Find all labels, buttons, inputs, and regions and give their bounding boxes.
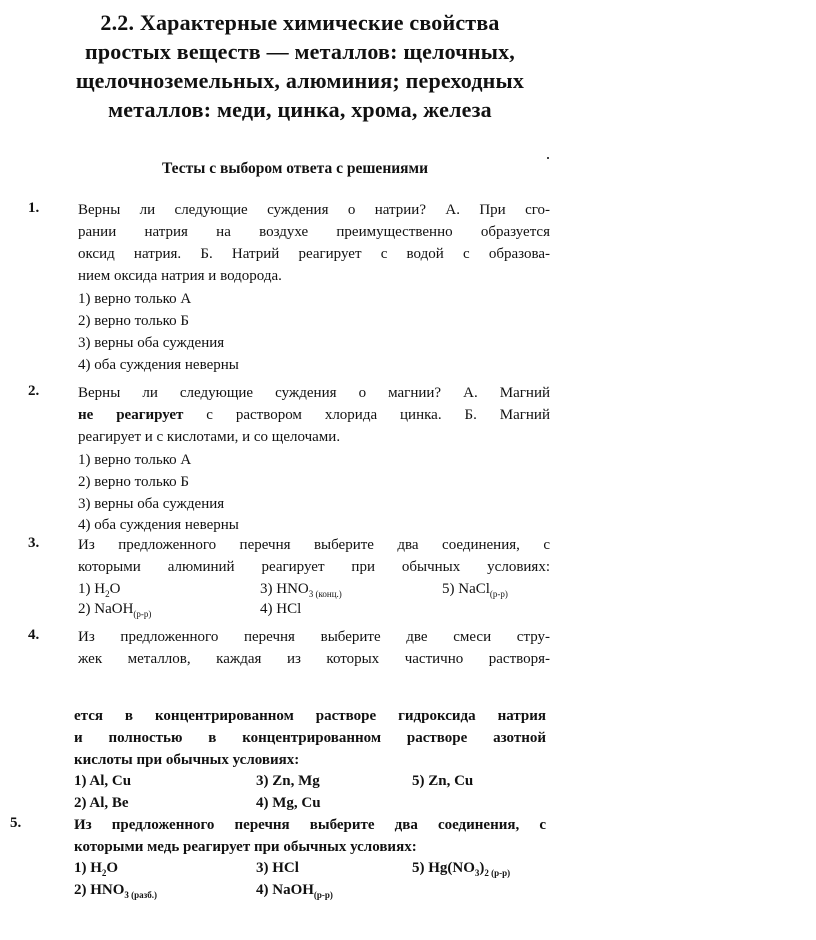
formula-subscript: 2 (101, 868, 107, 878)
answer-option-4: 4) оба суждения неверны (78, 517, 239, 533)
question-text (74, 814, 546, 858)
formula-subscript: 2 (105, 589, 110, 599)
question-number: 3. (28, 535, 40, 551)
question-line: Из предложенного перечня выберите два соединения, с (74, 817, 546, 833)
answer-option-3: 3) верны оба суждения (78, 496, 225, 512)
title-line-2: простых веществ — металлов: щелочных, (85, 39, 515, 64)
question-number: 2. (28, 383, 40, 399)
question-line: и полностью в концентрированном растворе азотной (74, 730, 546, 746)
question-number: 4. (28, 627, 40, 643)
formula-subscript: (р-р) (489, 589, 508, 599)
formula-text: 2) NaOH (78, 601, 134, 617)
question-line: которыми медь реагирует при обычных условиях: (74, 839, 417, 855)
question-line: оксид натрия. Б. Натрий реагирует с водой с образова- (78, 246, 550, 262)
formula-subscript: 3 (474, 868, 480, 878)
formula-subscript: (р-р) (313, 890, 333, 900)
answer-option-5 (412, 857, 510, 884)
formula-text: 4) NaOH (256, 882, 314, 898)
answer-option-2: 2) Al, Be (74, 795, 129, 811)
question-text (78, 534, 550, 578)
section-subtitle: Тесты с выбором ответа с решениями (161, 160, 429, 177)
answer-option-1: 1) верно только А (78, 291, 192, 307)
question-line: Верны ли следующие суждения о натрии? А. При сго- (78, 202, 550, 218)
answer-option-4: 4) оба суждения неверны (78, 357, 239, 373)
formula-text: ) (479, 860, 485, 876)
question-number: 1. (28, 200, 40, 216)
formula-text: 3) HNO (260, 581, 309, 597)
question-number: 5. (10, 815, 22, 831)
question-text (78, 626, 550, 670)
formula-text: 5) NaCl (442, 581, 490, 597)
formula-subscript: 3 (разб.) (124, 890, 158, 900)
answer-option-4: 4) Mg, Cu (256, 795, 321, 811)
question-line: Из предложенного перечня выберите две смеси стру- (78, 629, 550, 645)
formula-text: O (106, 860, 119, 876)
answer-option-3: 3) Zn, Mg (256, 773, 320, 789)
answer-option-3: 3) верны оба суждения (78, 335, 225, 351)
formula-text: O (109, 581, 121, 597)
answer-option-4: 4) HCl (260, 601, 302, 617)
question-line: рании натрия на воздухе преимущественно образуется (78, 224, 550, 240)
question-line: кислоты при обычных условиях: (74, 752, 300, 768)
answer-option-5: 5) Zn, Cu (412, 773, 474, 789)
answer-option-2 (78, 598, 151, 625)
formula-subscript: 3 (конц.) (308, 589, 342, 599)
formula-text: 2) HNO (74, 882, 125, 898)
section-title (40, 8, 560, 124)
question-line-rest: с раствором хлорида цинка. Б. Магний (183, 407, 550, 423)
emphasis-text: не реагирует (78, 407, 184, 423)
question-line (78, 404, 550, 426)
answer-option-2: 2) верно только Б (78, 474, 190, 490)
question-line: жек металлов, каждая из которых частично растворя- (78, 651, 550, 667)
formula-text: 1) H (78, 581, 106, 597)
answer-option-5 (442, 578, 508, 605)
question-text (78, 382, 550, 448)
answer-option-4 (256, 879, 333, 906)
question-text (78, 199, 550, 287)
formula-text: 1) H (74, 860, 102, 876)
answer-option-1: 1) Al, Cu (74, 773, 132, 789)
scan-speck (547, 157, 549, 159)
formula-text: 5) Hg(NO (412, 860, 475, 876)
formula-subscript: (р-р) (133, 609, 152, 619)
answer-option-2: 2) верно только Б (78, 313, 190, 329)
answer-option-2 (74, 879, 157, 906)
question-line: которыми алюминий реагирует при обычных условиях: (78, 559, 550, 575)
question-text-continued (74, 705, 546, 771)
question-line: реагирует и с кислотами, и со щелочами. (78, 429, 341, 445)
formula-subscript: 2 (р-р) (484, 868, 511, 878)
title-line-3: щелочноземельных, алюминия; переходных (75, 68, 525, 93)
question-line: Из предложенного перечня выберите два соединения, с (78, 537, 550, 553)
question-line: ется в концентрированном растворе гидроксида натрия (74, 708, 546, 724)
answer-option-3: 3) HCl (256, 860, 299, 876)
title-line-4: металлов: меди, цинка, хрома, железа (108, 97, 492, 122)
question-line: Верны ли следующие суждения о магнии? А. Магний (78, 385, 550, 401)
answer-option-1: 1) верно только А (78, 452, 192, 468)
title-line-1: 2.2. Характерные химические свойства (100, 10, 500, 35)
question-line: нием оксида натрия и водорода. (78, 268, 282, 284)
